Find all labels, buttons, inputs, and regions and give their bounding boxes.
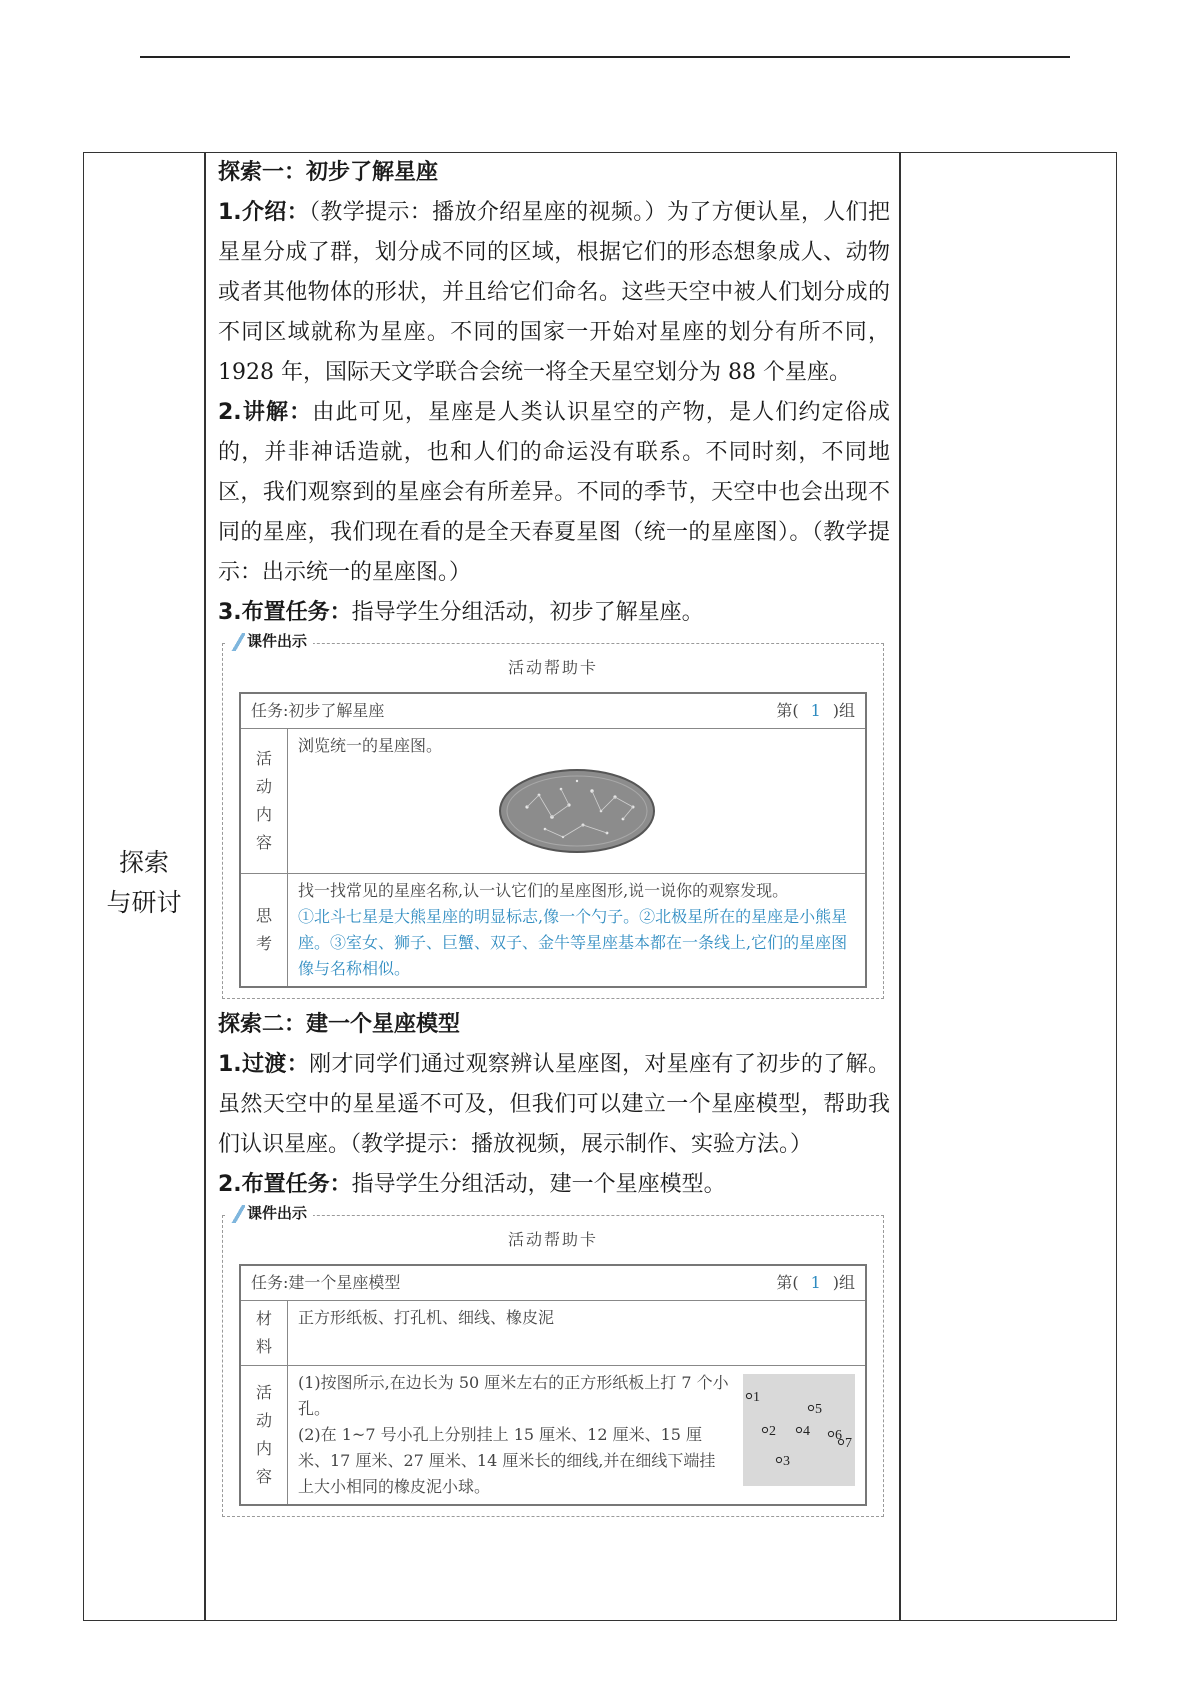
step-1: (1)按图所示,在边长为 50 厘米左右的正方形纸板上打 7 个小孔。 [298, 1373, 729, 1418]
content-cell [218, 153, 890, 1523]
courseware-tag: 课件出示 [227, 630, 313, 652]
materials-text: 正方形纸板、打孔机、细线、橡皮泥 [288, 1301, 867, 1366]
transition-label: 1.过渡： [218, 1052, 310, 1077]
part1-intro [218, 193, 890, 393]
card-title: 活动帮助卡 [507, 658, 598, 677]
think-label: 思考 [240, 874, 288, 988]
star-map-image [298, 759, 855, 869]
tag-slash-icon [231, 1205, 245, 1223]
group-number: 第( 1 )组 [776, 701, 855, 720]
step-2: (2)在 1~7 号小孔上分别挂上 15 厘米、12 厘米、15 厘米、17 厘米、27 厘米、14 厘米长的细线,并在细线下端挂上大小相同的橡皮泥小球。 [298, 1425, 716, 1496]
header-rule [140, 56, 1070, 58]
intro-label: 1.介绍： [218, 200, 310, 225]
group-number-2: 第( 1 )组 [776, 1273, 855, 1292]
hole-diagram [743, 1374, 855, 1486]
star-map-icon [497, 767, 657, 855]
task-text: 指导学生分组活动，初步了解星座。 [351, 600, 704, 625]
row-label-line-2: 与研讨 [106, 888, 182, 917]
part2-transition [218, 1045, 890, 1165]
think-answer: ①北斗七星是大熊星座的明显标志,像一个勺子。②北极星所在的星座是小熊星座。③室女、狮子、巨蟹、双子、金牛等星座基本都在一条线上,它们的星座图像与名称相似。 [298, 907, 848, 978]
task2-label: 2.布置任务： [218, 1172, 352, 1197]
part1-task [218, 593, 890, 633]
lesson-table [83, 152, 1117, 1621]
activity-label-2: 活动内容 [240, 1366, 288, 1506]
transition-text: 刚才同学们通过观察辨认星座图，对星座有了初步的了解。虽然天空中的星星遥不可及，但我们可以建立一个星座模型，帮助我们认识星座。（教学提示：播放视频，展示制作、实验方法。） [218, 1052, 890, 1157]
activity-cell-2 [288, 1366, 867, 1506]
courseware-box-1 [222, 632, 884, 999]
activity-label: 活动内容 [240, 729, 288, 874]
activity-cell [288, 729, 867, 874]
explain-label: 2.讲解： [218, 400, 313, 425]
courseware-tag-2: 课件出示 [227, 1202, 313, 1224]
hole-label-4: 4 [803, 1424, 810, 1439]
hole-label-2: 2 [769, 1424, 776, 1439]
card2-task: 任务:建一个星座模型 [251, 1273, 401, 1292]
part2-heading: 探索二：建一个星座模型 [218, 1012, 461, 1037]
hole-label-5: 5 [815, 1402, 822, 1417]
help-card-2 [239, 1264, 867, 1506]
tag-slash-icon [231, 633, 245, 651]
column-divider-left [204, 153, 206, 1620]
card-title-2: 活动帮助卡 [507, 1230, 598, 1249]
explain-text: 由此可见，星座是人类认识星空的产物，是人们约定俗成的，并非神话造就，也和人们的命运没有联系。不同时刻，不同地区，我们观察到的星座会有所差异。不同的季节，天空中也会出现不同的星座，我们现在看的是全天春夏星图（统一的星座图）。（教学提示：出示统一的星座图。） [218, 400, 890, 585]
hole-label-7: 7 [845, 1436, 852, 1451]
card-task: 任务:初步了解星座 [251, 701, 385, 720]
materials-label: 材料 [240, 1301, 288, 1366]
help-card-1 [239, 692, 867, 988]
row-label-line-1: 探索 [118, 848, 169, 877]
courseware-box-2 [222, 1204, 884, 1517]
part2-task [218, 1165, 890, 1205]
activity-text: 浏览统一的星座图。 [298, 736, 443, 755]
part1-explain [218, 393, 890, 593]
task2-text: 指导学生分组活动，建一个星座模型。 [351, 1172, 726, 1197]
card2-task-row [240, 1265, 866, 1301]
column-divider-right [899, 153, 901, 1620]
task-label: 3.布置任务： [218, 600, 352, 625]
row-label [84, 843, 204, 923]
think-question: 找一找常见的星座名称,认一认它们的星座图形,说一说你的观察发现。 [298, 881, 789, 900]
card-task-row [240, 693, 866, 729]
part1-heading: 探索一：初步了解星座 [218, 160, 439, 185]
intro-text: （教学提示：播放介绍星座的视频。）为了方便认星，人们把星星分成了群，划分成不同的区域，根据它们的形态想象成人、动物或者其他物体的形状，并且给它们命名。这些天空中被人们划分成的不同区域就称为星座。不同的国家一开始对星座的划分有所不同，1928 年，国际天文学联合会统一将全天星空划分为 88 个星座。 [218, 200, 890, 385]
hole-label-3: 3 [783, 1454, 790, 1469]
think-cell [288, 874, 867, 988]
hole-label-6: 6 [835, 1428, 842, 1443]
hole-label-1: 1 [753, 1390, 760, 1405]
